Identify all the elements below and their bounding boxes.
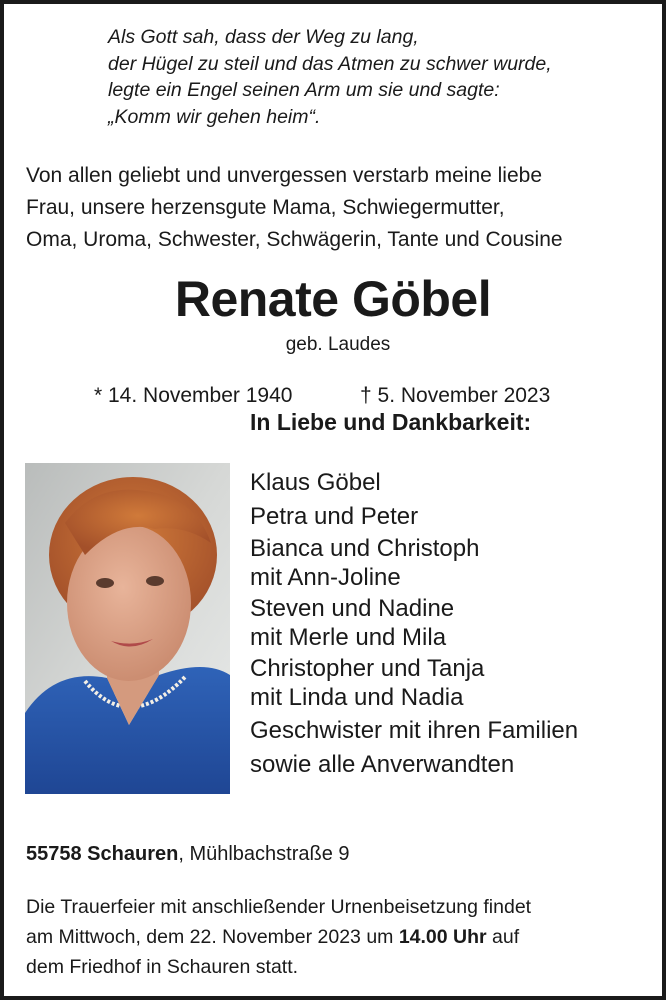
poem-line: legte ein Engel seinen Arm um sie und sagte: xyxy=(108,79,500,101)
mourner-entry: mit Merle und Mila xyxy=(250,624,447,651)
deceased-name: Renate Göbel xyxy=(174,271,492,327)
mourner-entry: Petra und Peter xyxy=(250,503,419,530)
service-line xyxy=(26,922,646,952)
address-street: Mühlbachstraße 9 xyxy=(189,843,350,865)
mourners-list xyxy=(250,406,650,782)
intro-line: Oma, Uroma, Schwester, Schwägerin, Tante und Cousine xyxy=(26,228,563,251)
mourners-heading: In Liebe und Dankbarkeit: xyxy=(250,409,532,435)
poem-line: Als Gott sah, dass der Weg zu lang, xyxy=(108,26,419,48)
poem-line: der Hügel zu steil und das Atmen zu schwer wurde, xyxy=(108,52,552,75)
mourner-group xyxy=(250,534,650,592)
address-separator: , xyxy=(178,843,190,865)
service-line: dem Friedhof in Schauren statt. xyxy=(26,956,299,978)
mourner-entry: Geschwister mit ihren Familien xyxy=(250,717,579,744)
intro-line: Frau, unsere herzensgute Mama, Schwiegermutter, xyxy=(26,196,505,219)
mourner-entry: Steven und Nadine xyxy=(250,595,455,622)
mourner-group xyxy=(250,594,650,652)
mourner-entry: Christopher und Tanja xyxy=(250,655,485,682)
service-info xyxy=(26,892,646,982)
intro-text xyxy=(26,160,646,256)
mourner-entry: mit Ann-Joline xyxy=(250,564,401,591)
maiden-name: geb. Laudes xyxy=(285,334,391,355)
mourner-entry: sowie alle Anverwandten xyxy=(250,751,515,778)
service-date-text: am Mittwoch, dem 22. November 2023 um xyxy=(26,926,399,948)
mourner-group xyxy=(250,654,650,712)
birth-date: * 14. November 1940 xyxy=(94,384,293,407)
death-date: † 5. November 2023 xyxy=(360,384,551,407)
mourner-entry: Klaus Göbel xyxy=(250,469,381,496)
poem-line: „Komm wir gehen heim“. xyxy=(108,105,321,128)
address-city: 55758 Schauren xyxy=(26,843,179,865)
portrait-photo xyxy=(25,463,230,794)
service-suffix: auf xyxy=(486,926,520,948)
poem xyxy=(108,24,552,130)
address xyxy=(26,840,350,868)
intro-line: Von allen geliebt und unvergessen verstarb meine liebe xyxy=(26,164,543,187)
service-line: Die Trauerfeier mit anschließender Urnenbeisetzung findet xyxy=(26,896,532,918)
service-time: 14.00 Uhr xyxy=(398,926,487,948)
portrait-image xyxy=(25,463,230,794)
mourner-entry: mit Linda und Nadia xyxy=(250,684,464,711)
mourner-entry: Bianca und Christoph xyxy=(250,535,480,562)
